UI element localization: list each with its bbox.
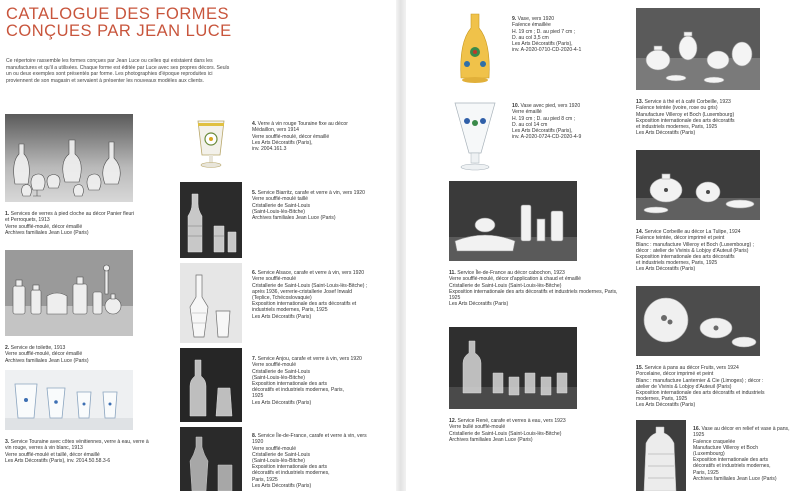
photo-2-toilet-service (5, 250, 133, 336)
book-gutter (396, 0, 406, 491)
caption-body: Faïence émaillée H. 19 cm ; D. au pied 7 cm ; D. au col 3,5 cm Les Arts Décoratifs (Paris), inv. A-2020-0710-CD-2020-4-1 (512, 22, 582, 54)
caption-lead: Vase, vers 1920 (517, 16, 555, 23)
caption-lead: Service Île-de-France au décor cabochon, 1923 (457, 270, 565, 277)
caption-13 (636, 93, 798, 143)
caption-body: Faïence teintée, décor imprimé et peint Blanc : manufacture Villeroy et Boch (Luxembourg) ; décor : atelier de Vivinis & Lobjoy d'Auteuil (Paris) Exposition internationale des arts décoratifs et industriels modernes, Paris, 1925 Les Arts Décoratifs (Paris) (636, 235, 754, 273)
caption-body: Verre soufflé-moulé, décor émaillé Les Arts Décoratifs (Paris), inv. 2004.161.3 (252, 133, 330, 153)
photo-13-corbeille-tea-service (636, 8, 760, 90)
caption-number: 6. (252, 270, 257, 277)
caption-body: Verre soufflé-moulé Cristallerie de Saint-Louis (Saint-Louis-lès-Bitche) Exposition internationale des arts décoratifs et industriels modernes, Paris, 1925 Les Arts Décoratifs (Paris) (252, 445, 330, 489)
caption-body: Verre soufflé-moulé, décor émaillé Archives familiales Jean Luce (Paris) (5, 351, 89, 364)
photo-4-medaillon-glass (180, 115, 242, 171)
photo-14-tulipe-service (636, 150, 760, 220)
photo-11-cabochon-service (449, 181, 577, 261)
caption-lead: Vase au décor en relief et vase à pans, 1925 (693, 426, 790, 439)
caption-lead: Service Biarritz, carafe et verre à vin, vers 1920 (257, 190, 365, 197)
photo-8-ile-de-france-service (180, 427, 242, 491)
caption-number: 1. (5, 211, 10, 218)
photo-10-footed-vase (449, 97, 501, 177)
caption-number: 11. (449, 270, 456, 277)
caption-number: 7. (252, 356, 257, 363)
caption-1 (5, 205, 135, 242)
photo-9-yellow-vase (449, 10, 501, 92)
caption-body: Verre soufflé-moulé Cristallerie de Saint-Louis (Saint-Louis-lès-Bitche) Exposition internationale des arts décoratifs et industriels modernes, Paris, 1925 Les Arts Décoratifs (Paris) (252, 362, 345, 406)
caption-12 (449, 412, 629, 449)
page-title (6, 6, 236, 40)
caption-body: Faïence craquelée Manufacture Villeroy et Boch (Luxembourg) Exposition internationale des arts décoratifs et industriels modernes, Paris, 1925 Archives familiales Jean Luce (Paris) (693, 438, 777, 482)
caption-body: Verre bullé soufflé-moulé Cristallerie de Saint-Louis (Saint-Louis-lès-Bitche) Archives familiales Jean Luce (Paris) (449, 424, 562, 443)
caption-lead: Service à thé et à café Corbeille, 1923 (644, 99, 731, 106)
caption-6 (252, 264, 372, 326)
caption-15 (636, 359, 798, 415)
caption-lead: Service Île-de-France, carafe et verre à vin, vers 1920 (252, 433, 367, 446)
caption-2 (5, 339, 135, 370)
caption-7 (252, 350, 372, 412)
caption-body: Faïence teintée (ivoire, rose ou gris) Manufacture Villeroy et Boch (Luxembourg) Exposition internationale des arts décoratifs et industriels modernes, Paris, 1925 Les Arts Décoratifs (Paris) (636, 105, 735, 137)
caption-body: Verre soufflé-moulé taillé Cristallerie de Saint-Louis (Saint-Louis-lès-Bitche) Archives familiales Jean Luce (Paris) (252, 196, 336, 222)
photo-16-relief-vases (636, 420, 686, 491)
caption-body: Verre soufflé-moulé et taillé, décor émaillé Les Arts Décoratifs (Paris), inv. 2014.50.58.3-6 (5, 451, 111, 464)
caption-number: 14. (636, 229, 644, 236)
photo-5-biarritz-service (180, 182, 242, 258)
caption-3 (5, 433, 155, 470)
caption-number: 10. (512, 103, 520, 110)
caption-number: 16. (693, 426, 701, 433)
caption-11 (449, 264, 629, 314)
caption-9 (512, 10, 622, 60)
photo-1-stemmed-glass-sets (5, 114, 133, 202)
caption-body: Verre soufflé-moulé, décor émaillé Archives familiales Jean Luce (Paris) (5, 223, 89, 236)
caption-number: 3. (5, 439, 10, 446)
photo-7-anjou-service (180, 348, 242, 422)
caption-14 (636, 223, 798, 279)
caption-number: 8. (252, 433, 257, 440)
photo-6-alsace-service (180, 263, 242, 343)
intro-paragraph: Ce répertoire rassemble les formes conçues par Jean Luce ou celles qui existaient dans les manufactures et qu'il a utilisées. Chaque forme est éditée par Luce avec ses propres décors. Seuls un ou deux exemples sont présentés par forme. Les photographies d'époque reproduites ici proviennent de son magasin et servaient à présenter les nouveaux modèles aux clients. (6, 58, 230, 84)
title-line-1: CATALOGUE DES FORMES (6, 5, 230, 23)
caption-number: 12. (449, 418, 457, 425)
caption-lead: Verre à vin rouge Touraine fixe au décor Médaillon, vers 1914 (252, 121, 348, 134)
caption-lead: Vase avec pied, vers 1920 (520, 103, 581, 110)
caption-4 (252, 115, 372, 158)
caption-lead: Service René, carafe et verres à eau, vers 1923 (457, 418, 566, 425)
title-line-2: CONÇUES PAR JEAN LUCE (6, 22, 232, 40)
caption-body: Porcelaine, décor imprimé et peint Blanc : manufacture Lanternier & Cie (Limoges) ; décor : atelier de Vivinis & Lobjoy d'Auteuil (Paris) Exposition internationale des arts décoratifs et industriels modernes, Paris, 1925 Les Arts Décoratifs (Paris) (636, 371, 765, 409)
caption-lead: Services de verres à pied cloche au décor Panier fleuri et Perroquets, 1913 (5, 211, 135, 224)
caption-5 (252, 184, 372, 227)
caption-number: 13. (636, 99, 644, 106)
caption-number: 9. (512, 16, 517, 23)
caption-10 (512, 97, 622, 147)
caption-number: 4. (252, 121, 257, 128)
caption-8 (252, 427, 372, 491)
caption-lead: Service Anjou, carafe et verre à vin, vers 1920 (257, 356, 362, 363)
photo-12-rene-service (449, 327, 577, 409)
caption-body: Verre soufflé-moulé Cristallerie de Saint-Louis (Saint-Louis-lès-Bitche) ; après 1936, verrerie-cristallerie Josef Inwald (Teplice, Tchécoslovaquie) Exposition internationale des arts décoratifs et industriels modernes, Paris, 1925 Les Arts Décoratifs (Paris) (252, 276, 368, 320)
caption-lead: Service Alsace, carafe et verre à vin, vers 1920 (257, 270, 365, 277)
caption-lead: Service Corbeille au décor La Tulipe, 1924 (644, 229, 741, 236)
photo-15-fruits-service (636, 286, 760, 356)
caption-number: 15. (636, 365, 644, 372)
caption-number: 2. (5, 345, 10, 352)
caption-body: Verre soufflé-moulé, décor d'application à chaud et émaillé Cristallerie de Saint-Louis (Saint-Louis-lès-Bitche) Exposition internationale des arts décoratifs et industriels modernes, Paris, 1925 Les Arts Décoratifs (Paris) (449, 276, 618, 308)
caption-lead: Service de toilette, 1913 (10, 345, 66, 352)
caption-number: 5. (252, 190, 257, 197)
caption-body: Verre émaillé H. 19 cm ; D. au pied 8 cm ; D. au col 14 cm Les Arts Décoratifs (Paris), inv. A-2020-0724-CD-2020-4-9 (512, 109, 582, 141)
caption-lead: Service à pans au décor Fruits, vers 1924 (644, 365, 739, 372)
caption-lead: Service Touraine avec côtes vénitiennes, verre à eau, verre à vin rouge, verres à vin blanc, 1913 (5, 439, 149, 452)
photo-3-touraine-service (5, 370, 133, 430)
caption-16 (693, 420, 799, 491)
